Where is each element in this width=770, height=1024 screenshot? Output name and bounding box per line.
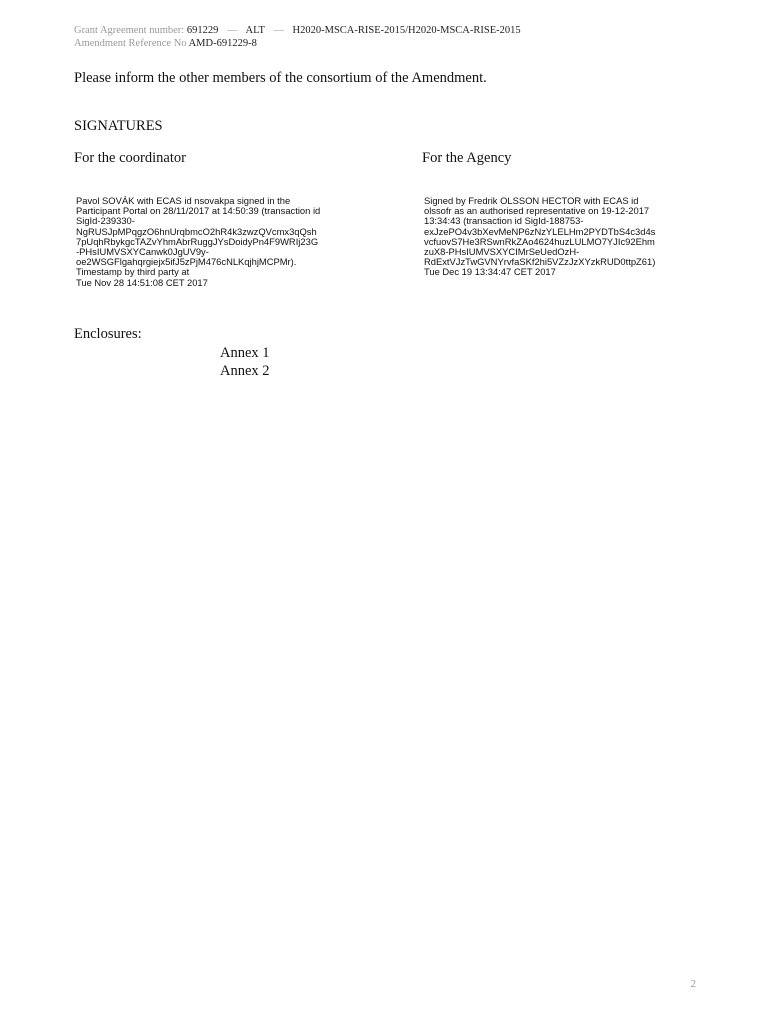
header-separator: —: [273, 25, 284, 36]
amendment-reference: AMD-691229-8: [188, 38, 257, 49]
enclosures-label: Enclosures:: [74, 326, 142, 342]
amendment-label: Amendment Reference No: [74, 38, 187, 49]
signature-line: Participant Portal on 28/11/2017 at 14:50:39 (transaction id: [76, 205, 321, 217]
inform-paragraph: Please inform the other members of the consortium of the Amendment.: [74, 70, 487, 86]
page-number: 2: [690, 978, 696, 990]
grant-number: 691229: [186, 25, 219, 36]
document-header-line-1: [74, 25, 521, 36]
signature-line: Signed by Fredrik OLSSON HECTOR with ECAS id: [424, 195, 639, 206]
signature-line: 13:34:43 (transaction id SigId-188753-: [424, 215, 584, 227]
signature-line: olssofr as an authorised representative on 19-12-2017: [424, 205, 650, 217]
agency-heading: For the Agency: [422, 150, 512, 166]
header-separator: —: [226, 25, 238, 36]
signatures-title: SIGNATURES: [74, 118, 163, 134]
signature-line: Tue Dec 19 13:34:47 CET 2017: [424, 266, 556, 278]
signature-line: -PHsIUMVSXYCanwk0JgUV9y-: [76, 246, 209, 258]
signature-line: 7pUqhRbykgcTAZvYhmAbrRuggJYsDoidyPn4F9WRIj23G: [76, 235, 319, 247]
document-header-line-2: [74, 38, 257, 49]
signature-line: SigId-239330-: [76, 215, 135, 227]
signature-line: NgRUSJpMPqgzO6hnUrqbmcO2hR4k3zwzQVcmx3qQsh: [76, 225, 317, 237]
signature-line: zuX8-PHsIUMVSXYCIMrSeUedOzH-: [424, 246, 580, 258]
signature-line: vcfuovS7He3RSwnRkZAo4624huzLULMO7YJIc92Ehm: [424, 235, 655, 247]
enclosure-item-annex-2: Annex 2: [220, 363, 270, 379]
signature-line: Timestamp by third party at: [76, 266, 190, 278]
project-acronym: ALT: [245, 25, 265, 36]
enclosure-item-annex-1: Annex 1: [220, 345, 270, 361]
grant-label: Grant Agreement number:: [74, 25, 185, 36]
signature-line: exJzePO4v3bXevMeNP6zNzYLELHm2PYDTbS4c3d4s: [424, 225, 656, 237]
signature-line: Tue Nov 28 14:51:08 CET 2017: [76, 276, 208, 288]
signature-line: RdExtVJzTwGVNYrvfaSKf2hi5VZzJzXYzkRUD0ttpZ61): [424, 256, 656, 268]
coordinator-heading: For the coordinator: [74, 150, 186, 166]
agency-signature-block: [424, 196, 655, 278]
signature-line: Pavol SOVÁK with ECAS id nsovakpa signed in the: [76, 195, 291, 206]
signature-line: oe2WSGFlgahqrgiejx5ifJ5zPjM476cNLKqjhjMCPMr).: [76, 256, 297, 268]
coordinator-signature-block: [76, 196, 320, 288]
call-identifier: H2020-MSCA-RISE-2015/H2020-MSCA-RISE-2015: [292, 25, 521, 36]
